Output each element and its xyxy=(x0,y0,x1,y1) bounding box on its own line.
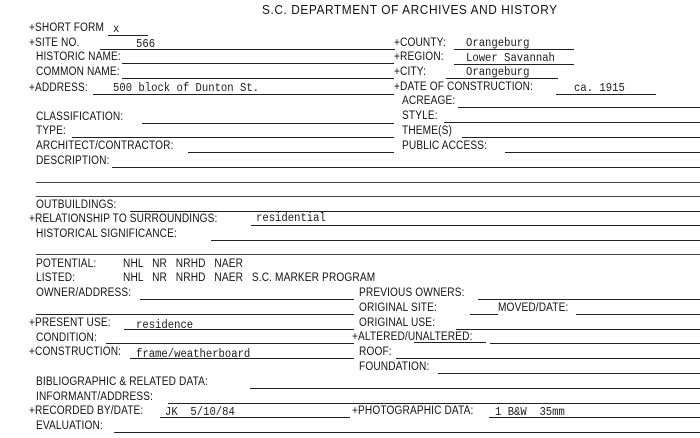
themes-line xyxy=(462,137,700,138)
historic-name-label: HISTORIC NAME: xyxy=(36,51,121,63)
short-form-label: +SHORT FORM xyxy=(29,22,105,34)
original-site-line xyxy=(470,314,498,315)
city-label: +CITY: xyxy=(394,66,427,78)
photographic-data-line xyxy=(489,417,700,418)
county-label: +COUNTY: xyxy=(394,37,446,49)
potential-label: POTENTIAL: xyxy=(36,258,97,270)
owner-address-label: OWNER/ADDRESS: xyxy=(36,287,132,299)
style-label: STYLE: xyxy=(402,110,438,122)
evaluation-line xyxy=(114,432,700,433)
common-name-line xyxy=(122,78,394,79)
condition-line xyxy=(106,343,354,344)
previous-owners-line xyxy=(478,299,700,300)
city-line xyxy=(446,78,558,79)
present-use-label: +PRESENT USE: xyxy=(29,317,111,329)
foundation-label: FOUNDATION: xyxy=(359,361,430,373)
historical-significance-line-2 xyxy=(36,254,700,255)
photographic-data-label: +PHOTOGRAPHIC DATA: xyxy=(352,405,474,417)
construction-label: +CONSTRUCTION: xyxy=(29,346,122,358)
altered-label: +ALTERED/UNALTERED: xyxy=(352,331,473,343)
style-line xyxy=(444,122,700,123)
description-label: DESCRIPTION: xyxy=(36,155,110,167)
architect-line xyxy=(188,152,394,153)
date-of-construction-label: +DATE OF CONSTRUCTION: xyxy=(394,81,534,93)
architect-label: ARCHITECT/CONTRACTOR: xyxy=(36,140,174,152)
photographic-data-value: 1 B&W 35mm xyxy=(495,406,565,419)
recorded-by-line xyxy=(160,417,350,418)
informant-line xyxy=(168,403,700,404)
region-label: +REGION: xyxy=(394,51,444,63)
site-no-value: 566 xyxy=(136,38,156,51)
city-value: Orangeburg xyxy=(466,66,530,79)
previous-owners-label: PREVIOUS OWNERS: xyxy=(359,287,465,299)
public-access-label: PUBLIC ACCESS: xyxy=(402,140,488,152)
short-form-value: x xyxy=(113,23,120,36)
owner-address-line xyxy=(140,299,354,300)
present-use-line xyxy=(124,329,354,330)
bibliographic-label: BIBLIOGRAPHIC & RELATED DATA: xyxy=(36,376,208,388)
site-no-label: +SITE NO. xyxy=(29,37,80,49)
moved-date-line xyxy=(576,314,700,315)
outbuildings-label: OUTBUILDINGS: xyxy=(36,199,117,211)
construction-value: frame/weatherboard xyxy=(136,348,251,361)
county-line xyxy=(454,49,574,50)
type-line xyxy=(72,137,394,138)
owner-address-line-2 xyxy=(36,314,354,315)
moved-date-label: MOVED/DATE: xyxy=(498,302,569,314)
region-line xyxy=(454,64,574,65)
informant-label: INFORMANT/ADDRESS: xyxy=(36,391,154,403)
classification-label: CLASSIFICATION: xyxy=(36,111,124,123)
short-form-line xyxy=(108,35,148,36)
address-label: +ADDRESS: xyxy=(29,82,88,94)
unaltered-underline xyxy=(414,342,486,343)
historical-significance-line xyxy=(211,240,700,241)
condition-label: CONDITION: xyxy=(36,332,97,344)
themes-label: THEME(S) xyxy=(402,125,452,137)
common-name-label: COMMON NAME: xyxy=(36,66,120,78)
acreage-label: ACREAGE: xyxy=(402,95,456,107)
bibliographic-line xyxy=(250,388,700,389)
listed-label: LISTED: xyxy=(36,272,76,284)
potential-options: NHL NR NRHD NAER xyxy=(123,258,244,270)
date-of-construction-value: ca. 1915 xyxy=(574,82,625,95)
recorded-by-label: +RECORDED BY/DATE: xyxy=(29,405,144,417)
original-use-line xyxy=(456,329,700,330)
present-use-value: residence xyxy=(136,319,194,332)
roof-label: ROOF: xyxy=(359,346,392,358)
historical-significance-label: HISTORICAL SIGNIFICANCE: xyxy=(36,228,177,240)
original-use-label: ORIGINAL USE: xyxy=(359,317,436,329)
region-value: Lower Savannah xyxy=(466,52,555,65)
roof-line xyxy=(396,358,700,359)
description-line-2 xyxy=(36,182,700,183)
county-value: Orangeburg xyxy=(466,37,530,50)
altered-line xyxy=(490,343,700,344)
evaluation-label: EVALUATION: xyxy=(36,420,103,432)
construction-line xyxy=(130,358,354,359)
description-line-1 xyxy=(112,167,700,168)
description-line-3 xyxy=(36,196,700,197)
historic-name-line xyxy=(122,63,394,64)
address-value: 500 block of Dunton St. xyxy=(113,82,260,95)
classification-line xyxy=(142,123,394,124)
relationship-value: residential xyxy=(256,212,326,225)
type-label: TYPE: xyxy=(36,125,66,137)
original-site-label: ORIGINAL SITE: xyxy=(359,302,437,314)
date-of-construction-line xyxy=(556,94,656,95)
relationship-line xyxy=(251,225,700,226)
foundation-line xyxy=(438,373,700,374)
relationship-label: +RELATIONSHIP TO SURROUNDINGS: xyxy=(29,213,218,225)
address-line xyxy=(93,94,394,95)
listed-options: NHL NR NRHD NAER S.C. MARKER PROGRAM xyxy=(123,272,376,284)
outbuildings-line xyxy=(130,211,700,212)
form-header: S.C. DEPARTMENT OF ARCHIVES AND HISTORY xyxy=(262,3,558,17)
acreage-line xyxy=(458,107,700,108)
public-access-line xyxy=(505,152,700,153)
recorded-by-value: JK 5/10/84 xyxy=(165,406,235,419)
site-no-line xyxy=(100,49,395,50)
